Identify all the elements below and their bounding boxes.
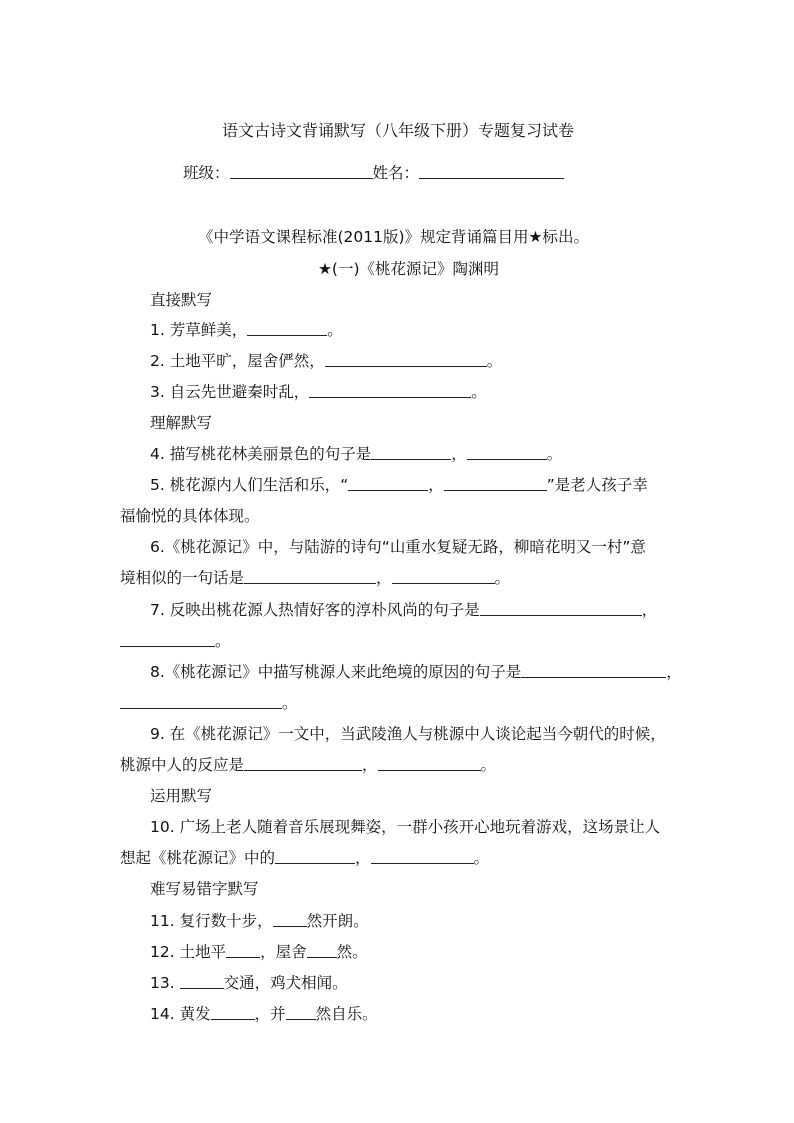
question-text: 。 xyxy=(473,849,490,867)
question-text: ， xyxy=(376,569,392,587)
answer-blank[interactable] xyxy=(348,475,428,491)
question-text: ， xyxy=(666,663,682,681)
question-text: 4. 描写桃花林美丽景色的句子是 xyxy=(150,445,372,463)
answer-blank[interactable] xyxy=(480,600,642,616)
answer-blank[interactable] xyxy=(309,382,471,398)
question-text: 13. xyxy=(150,974,180,992)
question-text: 。 xyxy=(471,383,487,401)
answer-blank[interactable] xyxy=(325,351,487,367)
question-text: 14. 黄发 xyxy=(150,1005,211,1023)
question-text: ， xyxy=(362,756,378,774)
answer-blank[interactable] xyxy=(211,1004,255,1020)
section-understand: 理解默写 xyxy=(150,414,213,432)
question-text: 2. 土地平旷，屋舍俨然， xyxy=(150,352,325,370)
question-text: 。 xyxy=(327,321,343,339)
student-info-row xyxy=(183,163,564,183)
answer-blank[interactable] xyxy=(371,444,451,460)
question-text: ”是老人孩子幸 xyxy=(546,476,648,494)
section-apply: 运用默写 xyxy=(150,787,213,805)
question-text: 。 xyxy=(486,352,503,370)
lesson-heading: ★(一)《桃花源记》陶渊明 xyxy=(318,260,499,278)
class-field[interactable] xyxy=(230,163,373,179)
answer-blank[interactable] xyxy=(444,475,547,491)
question-9: 9. 在《桃花源记》一文中，当武陵渔人与桃源中人谈论起当今朝代的时候， xyxy=(150,725,666,743)
answer-blank[interactable] xyxy=(467,444,547,460)
question-text: 交通，鸡犬相闻。 xyxy=(223,974,348,992)
question-10: 10. 广场上老人随着音乐展现舞姿，一群小孩开心地玩着游戏，这场景让人 xyxy=(150,818,661,836)
question-4 xyxy=(150,444,562,464)
answer-blank[interactable] xyxy=(244,755,362,771)
question-text: ， xyxy=(355,849,371,867)
question-text: 3. 自云先世避秦时乱， xyxy=(150,383,310,401)
answer-blank[interactable] xyxy=(120,693,282,709)
answer-blank[interactable] xyxy=(521,662,666,678)
question-text: ， xyxy=(451,445,467,463)
question-text: 。 xyxy=(546,445,563,463)
question-5 xyxy=(150,475,648,495)
answer-blank[interactable] xyxy=(286,1004,316,1020)
question-text: ，并 xyxy=(254,1005,286,1023)
question-text: 。 xyxy=(494,569,511,587)
question-text: 。 xyxy=(480,756,497,774)
question-text: 11. 复行数十步， xyxy=(150,912,273,930)
name-field[interactable] xyxy=(419,163,564,179)
question-6: 6.《桃花源记》中，与陆游的诗句“山重水复疑无路，柳暗花明又一村”意 xyxy=(150,538,646,556)
name-label: 姓名： xyxy=(372,164,420,182)
answer-blank[interactable] xyxy=(307,942,337,958)
question-7-cont xyxy=(120,631,231,651)
answer-blank[interactable] xyxy=(392,568,495,584)
section-hard: 难写易错字默写 xyxy=(150,880,259,898)
question-5-cont: 福愉悦的具体体现。 xyxy=(120,507,260,525)
answer-blank[interactable] xyxy=(273,911,307,927)
answer-blank[interactable] xyxy=(244,568,376,584)
question-text: 12. 土地平 xyxy=(150,943,227,961)
question-text: 5. 桃花源内人们生活和乐，“ xyxy=(150,476,349,494)
answer-blank[interactable] xyxy=(120,631,215,647)
question-text: ，屋舍 xyxy=(260,943,307,961)
question-8-cont xyxy=(120,693,298,713)
answer-blank[interactable] xyxy=(378,755,481,771)
answer-blank[interactable] xyxy=(371,848,474,864)
question-1 xyxy=(150,320,343,340)
question-text: ， xyxy=(641,601,658,619)
question-13 xyxy=(150,973,348,993)
answer-blank[interactable] xyxy=(180,973,224,989)
question-8 xyxy=(150,662,682,682)
question-9-cont xyxy=(120,755,496,775)
question-7 xyxy=(150,600,657,620)
question-text: 境相似的一句话是 xyxy=(120,569,245,587)
question-text: 桃源中人的反应是 xyxy=(120,756,245,774)
question-text: 然。 xyxy=(336,943,368,961)
question-10-cont xyxy=(120,848,489,868)
question-text: 。 xyxy=(215,632,231,650)
question-text: 7. 反映出桃花源人热情好客的淳朴风尚的句子是 xyxy=(150,601,480,619)
question-3 xyxy=(150,382,487,402)
answer-blank[interactable] xyxy=(247,320,327,336)
section-direct: 直接默写 xyxy=(150,291,213,309)
answer-blank[interactable] xyxy=(226,942,260,958)
class-label: 班级： xyxy=(183,164,230,182)
question-11 xyxy=(150,911,369,931)
answer-blank[interactable] xyxy=(275,848,355,864)
question-12 xyxy=(150,942,368,962)
question-6-cont xyxy=(120,568,510,588)
question-text: 8.《桃花源记》中描写桃源人来此绝境的原因的句子是 xyxy=(150,663,522,681)
question-text: 然自乐。 xyxy=(315,1005,378,1023)
question-text: 然开朗。 xyxy=(306,912,369,930)
question-text: 1. 芳草鲜美， xyxy=(150,321,248,339)
question-2 xyxy=(150,351,502,371)
question-text: ， xyxy=(428,476,444,494)
standard-note: 《中学语文课程标准(2011版)》规定背诵篇目用★标出。 xyxy=(198,228,589,246)
question-text: 。 xyxy=(282,694,298,712)
page-title: 语文古诗文背诵默写（八年级下册）专题复习试卷 xyxy=(222,121,575,140)
question-14 xyxy=(150,1004,378,1024)
question-text: 想起《桃花源记》中的 xyxy=(120,849,276,867)
